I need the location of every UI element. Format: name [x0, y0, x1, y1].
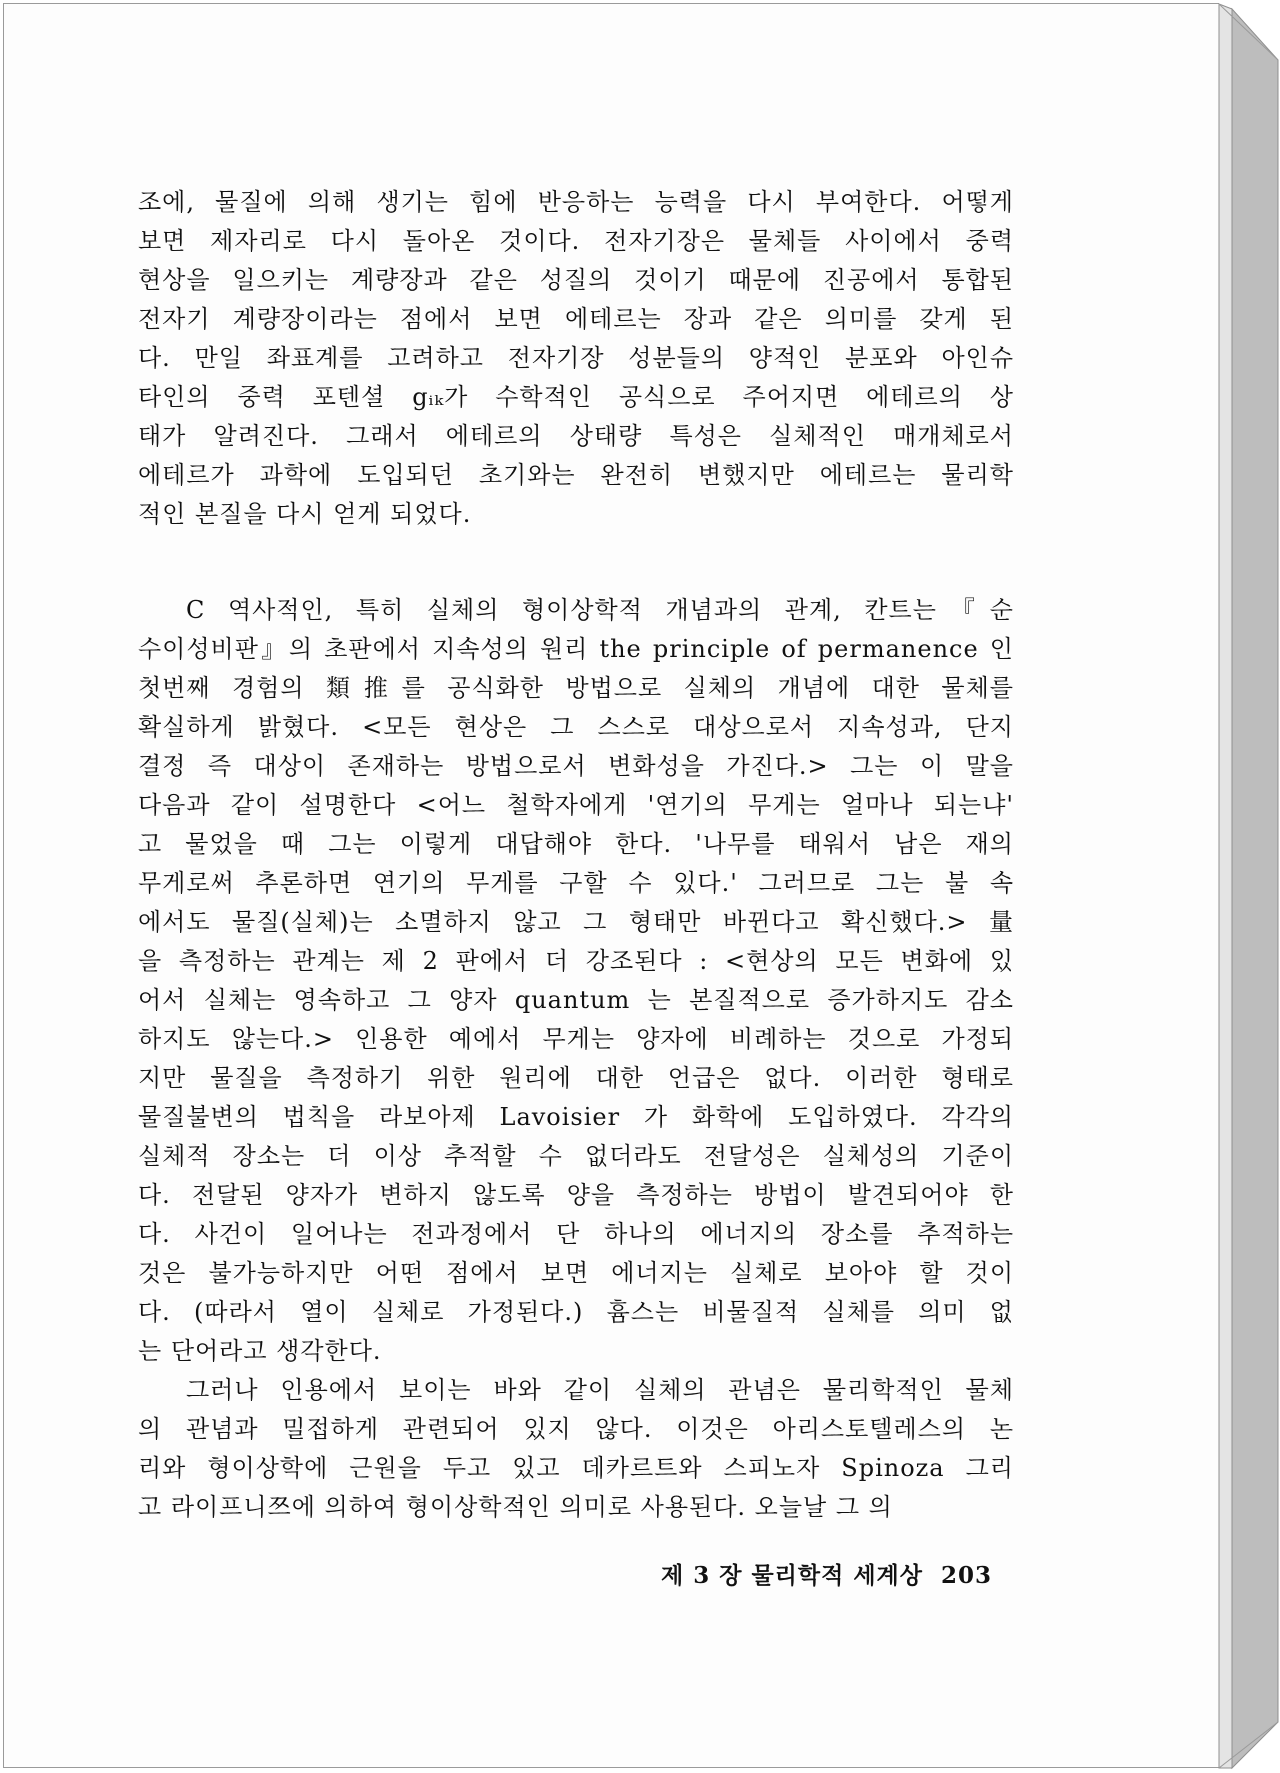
text-line: 다. 전달된 양자가 변하지 않도록 양을 측정하는 방법이 발견되어야 한	[138, 1181, 1014, 1209]
text-line: 다. 사건이 일어나는 전과정에서 단 하나의 에너지의 장소를 추적하는	[138, 1220, 1014, 1248]
text-line: 타인의 중력 포텐셜 gᵢₖ가 수학적인 공식으로 주어지면 에테르의 상	[138, 383, 1014, 411]
text-line: 다. 만일 좌표계를 고려하고 전자기장 성분들의 양적인 분포와 아인슈	[138, 344, 1014, 372]
text-line: 다. (따라서 열이 실체로 가정된다.) 흄스는 비물질적 실체를 의미 없	[138, 1298, 1014, 1326]
text-line: 현상을 일으키는 계량장과 같은 성질의 것이기 때문에 진공에서 통합된	[138, 266, 1014, 294]
text-line: 조에, 물질에 의해 생기는 힘에 반응하는 능력을 다시 부여한다. 어떻게	[138, 188, 1014, 216]
text-line: 어서 실체는 영속하고 그 양자 quantum 는 본질적으로 증가하지도 감소	[138, 986, 1014, 1014]
text-line: 물질불변의 법칙을 라보아제 Lavoisier 가 화학에 도입하였다. 각각의	[138, 1103, 1014, 1131]
text-line: 지만 물질을 측정하기 위한 원리에 대한 언급은 없다. 이러한 형태로	[138, 1064, 1014, 1092]
text-line: 을 측정하는 관계는 제 2 판에서 더 강조된다 : <현상의 모든 변화에 있	[138, 947, 1014, 975]
text-line: 첫번째 경험의 類推를 공식화한 방법으로 실체의 개념에 대한 물체를	[138, 674, 1014, 702]
text-line: 실체적 장소는 더 이상 추적할 수 없더라도 전달성은 실체성의 기준이	[138, 1142, 1014, 1170]
text-line: C 역사적인, 특히 실체의 형이상학적 개념과의 관계, 칸트는『순	[186, 596, 1014, 624]
paragraph	[138, 591, 1014, 1371]
text-line: 그러나 인용에서 보이는 바와 같이 실체의 관념은 물리학적인 물체	[186, 1376, 1014, 1404]
text-line: 리와 형이상학에 근원을 두고 있고 데카르트와 스피노자 Spinoza 그리	[138, 1454, 1014, 1482]
chapter-title: 제 3 장 물리학적 세계상	[660, 1562, 923, 1589]
text-line: 고 물었을 때 그는 이렇게 대답해야 한다. '나무를 태워서 남은 재의	[138, 830, 1014, 858]
body-text	[138, 183, 1014, 1527]
text-line: 확실하게 밝혔다. <모든 현상은 그 스스로 대상으로서 지속성과, 단지	[138, 713, 1014, 741]
text-line: 결정 즉 대상이 존재하는 방법으로서 변화성을 가진다.> 그는 이 말을	[138, 752, 1014, 780]
text-line: 보면 제자리로 다시 돌아온 것이다. 전자기장은 물체들 사이에서 중력	[138, 227, 1014, 255]
text-line: 에서도 물질(실체)는 소멸하지 않고 그 형태만 바뀐다고 확신했다.> 量	[138, 908, 1014, 936]
text-line: 태가 알려진다. 그래서 에테르의 상태량 특성은 실체적인 매개체로서	[138, 422, 1014, 450]
text-line: 고 라이프니쯔에 의하여 형이상학적인 의미로 사용된다. 오늘날 그 의	[138, 1493, 893, 1521]
paragraph-gap	[138, 534, 1014, 591]
text-line: 무게로써 추론하면 연기의 무게를 구할 수 있다.' 그러므로 그는 불 속	[138, 869, 1014, 897]
text-line: 전자기 계량장이라는 점에서 보면 에테르는 장과 같은 의미를 갖게 된	[138, 305, 1014, 333]
text-line: 수이성비판』의 초판에서 지속성의 원리 the principle of permanence 인	[138, 635, 1014, 663]
text-line: 에테르가 과학에 도입되던 초기와는 완전히 변했지만 에테르는 물리학	[138, 461, 1014, 489]
page-number: 203	[940, 1562, 992, 1589]
paragraph	[138, 1371, 1014, 1527]
text-line: 것은 불가능하지만 어떤 점에서 보면 에너지는 실체로 보아야 할 것이	[138, 1259, 1014, 1287]
text-line: 하지도 않는다.> 인용한 예에서 무게는 양자에 비례하는 것으로 가정되	[138, 1025, 1014, 1053]
paragraph	[138, 183, 1014, 534]
text-line: 는 단어라고 생각한다.	[138, 1337, 382, 1365]
text-line: 적인 본질을 다시 얻게 되었다.	[138, 500, 472, 528]
page-footer	[620, 1557, 992, 1590]
text-line: 의 관념과 밀접하게 관련되어 있지 않다. 이것은 아리스토텔레스의 논	[138, 1415, 1014, 1443]
text-line: 다음과 같이 설명한다 <어느 철학자에게 '연기의 무게는 얼마나 되는냐'	[138, 791, 1014, 819]
